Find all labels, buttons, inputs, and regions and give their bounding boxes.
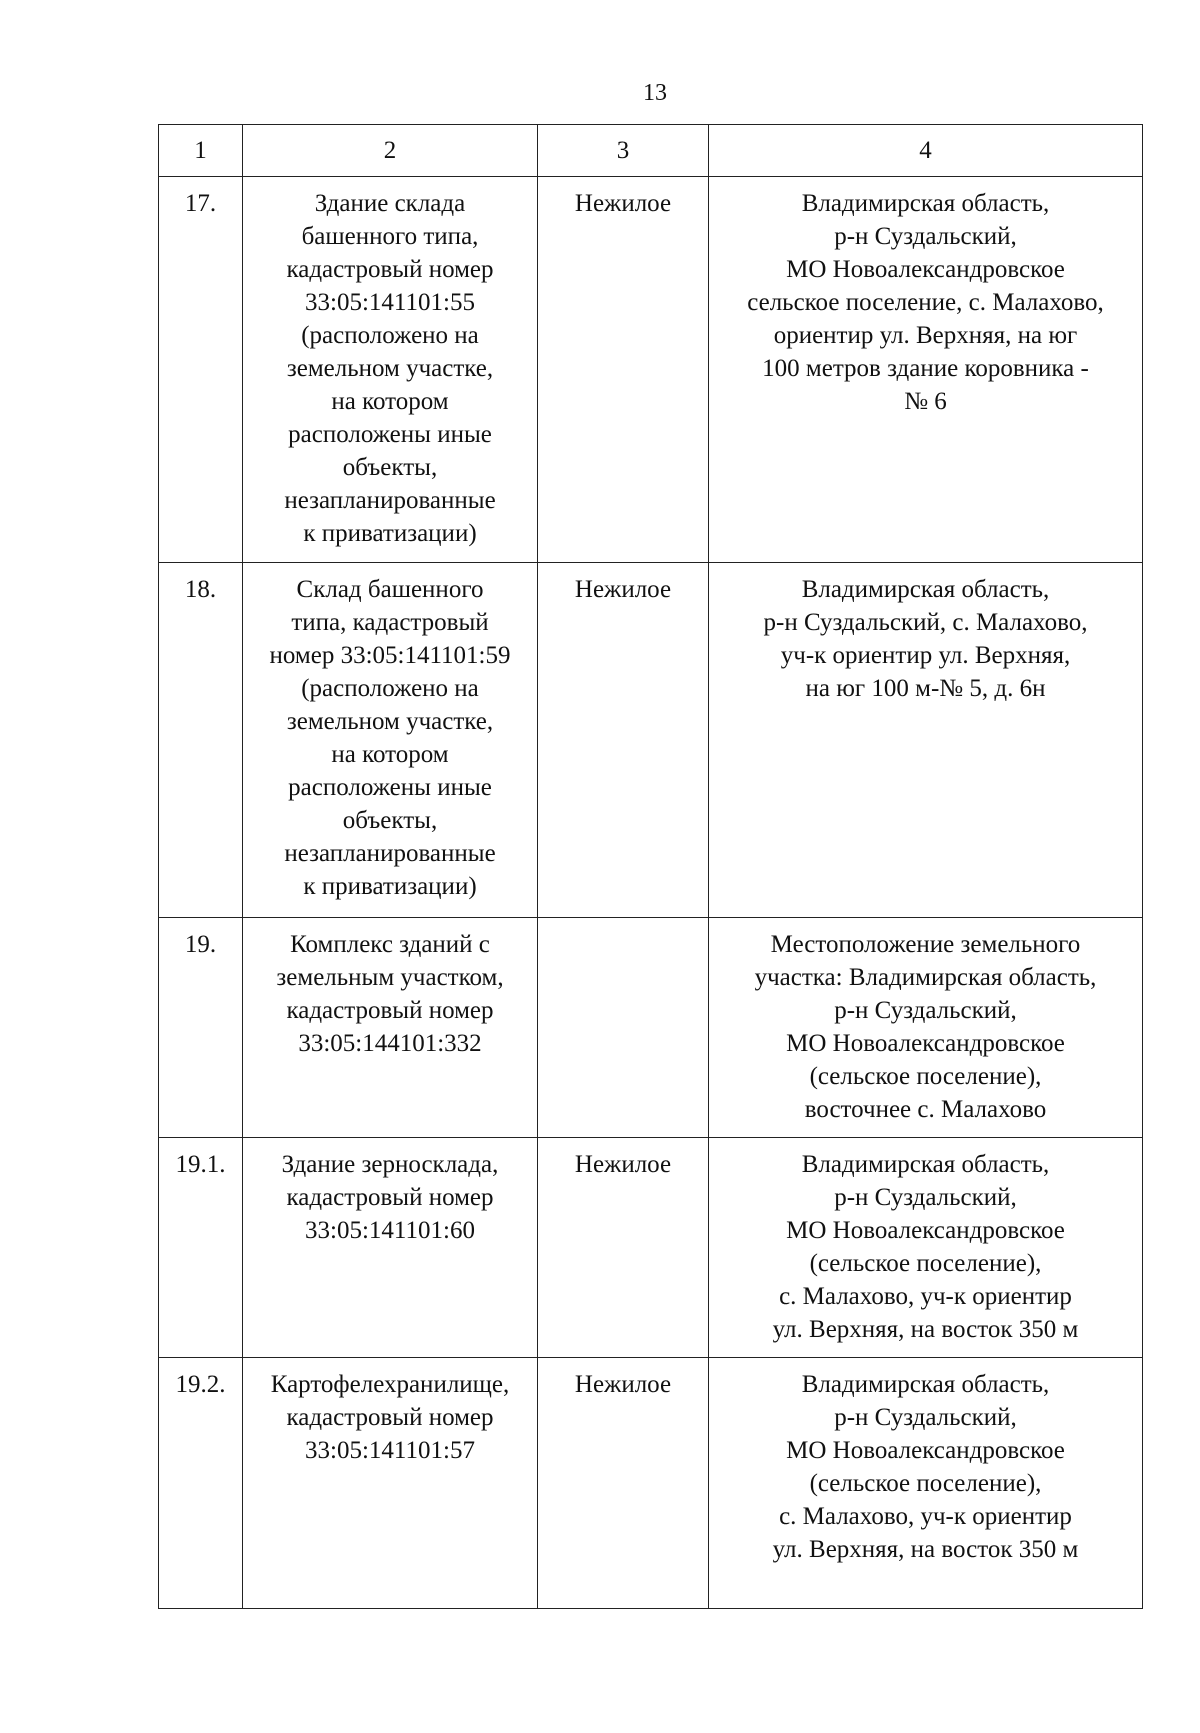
object-type: Нежилое: [538, 177, 709, 563]
row-number: 17.: [159, 177, 243, 563]
object-name: Здание зерносклада, кадастровый номер 33:05:141101:60: [243, 1138, 538, 1358]
object-type: Нежилое: [538, 1358, 709, 1609]
row-number: 19.2.: [159, 1358, 243, 1609]
header-row: [159, 125, 1143, 177]
page-number: 13: [643, 80, 667, 106]
object-name: Комплекс зданий с земельным участком, кадастровый номер 33:05:144101:332: [243, 918, 538, 1138]
object-address: Владимирская область, р-н Суздальский, МО Новоалександровское (сельское поселение), с. Малахово, уч-к ориентир ул. Верхняя, на восток 350 м: [709, 1358, 1143, 1609]
object-address: Местоположение земельного участка: Владимирская область, р-н Суздальский, МО Новоалександровское (сельское поселение), восточнее с. Малахово: [709, 918, 1143, 1138]
object-address: Владимирская область, р-н Суздальский, МО Новоалександровское сельское поселение, с. Малахово, ориентир ул. Верхняя, на юг 100 метров здание коровника - № 6: [709, 177, 1143, 563]
column-header-3: 3: [538, 125, 709, 177]
column-header-2: 2: [243, 125, 538, 177]
object-name: Склад башенного типа, кадастровый номер 33:05:141101:59 (расположено на земельном участке, на котором расположены иные объекты, незапланированные к приватизации): [243, 563, 538, 918]
property-table: [158, 124, 1143, 1609]
table-row: [159, 1358, 1143, 1609]
object-name: Картофелехранилище, кадастровый номер 33:05:141101:57: [243, 1358, 538, 1609]
object-type: [538, 918, 709, 1138]
object-address: Владимирская область, р-н Суздальский, с. Малахово, уч-к ориентир ул. Верхняя, на юг 100 м-№ 5, д. 6н: [709, 563, 1143, 918]
object-type: Нежилое: [538, 1138, 709, 1358]
row-number: 19.1.: [159, 1138, 243, 1358]
row-number: 19.: [159, 918, 243, 1138]
table-row: [159, 918, 1143, 1138]
object-address: Владимирская область, р-н Суздальский, МО Новоалександровское (сельское поселение), с. Малахово, уч-к ориентир ул. Верхняя, на восток 350 м: [709, 1138, 1143, 1358]
row-number: 18.: [159, 563, 243, 918]
column-header-1: 1: [159, 125, 243, 177]
table-row: [159, 1138, 1143, 1358]
column-header-4: 4: [709, 125, 1143, 177]
table-row: [159, 177, 1143, 563]
object-type: Нежилое: [538, 563, 709, 918]
table-row: [159, 563, 1143, 918]
object-name: Здание склада башенного типа, кадастровый номер 33:05:141101:55 (расположено на земельном участке, на котором расположены иные объекты, незапланированные к приватизации): [243, 177, 538, 563]
